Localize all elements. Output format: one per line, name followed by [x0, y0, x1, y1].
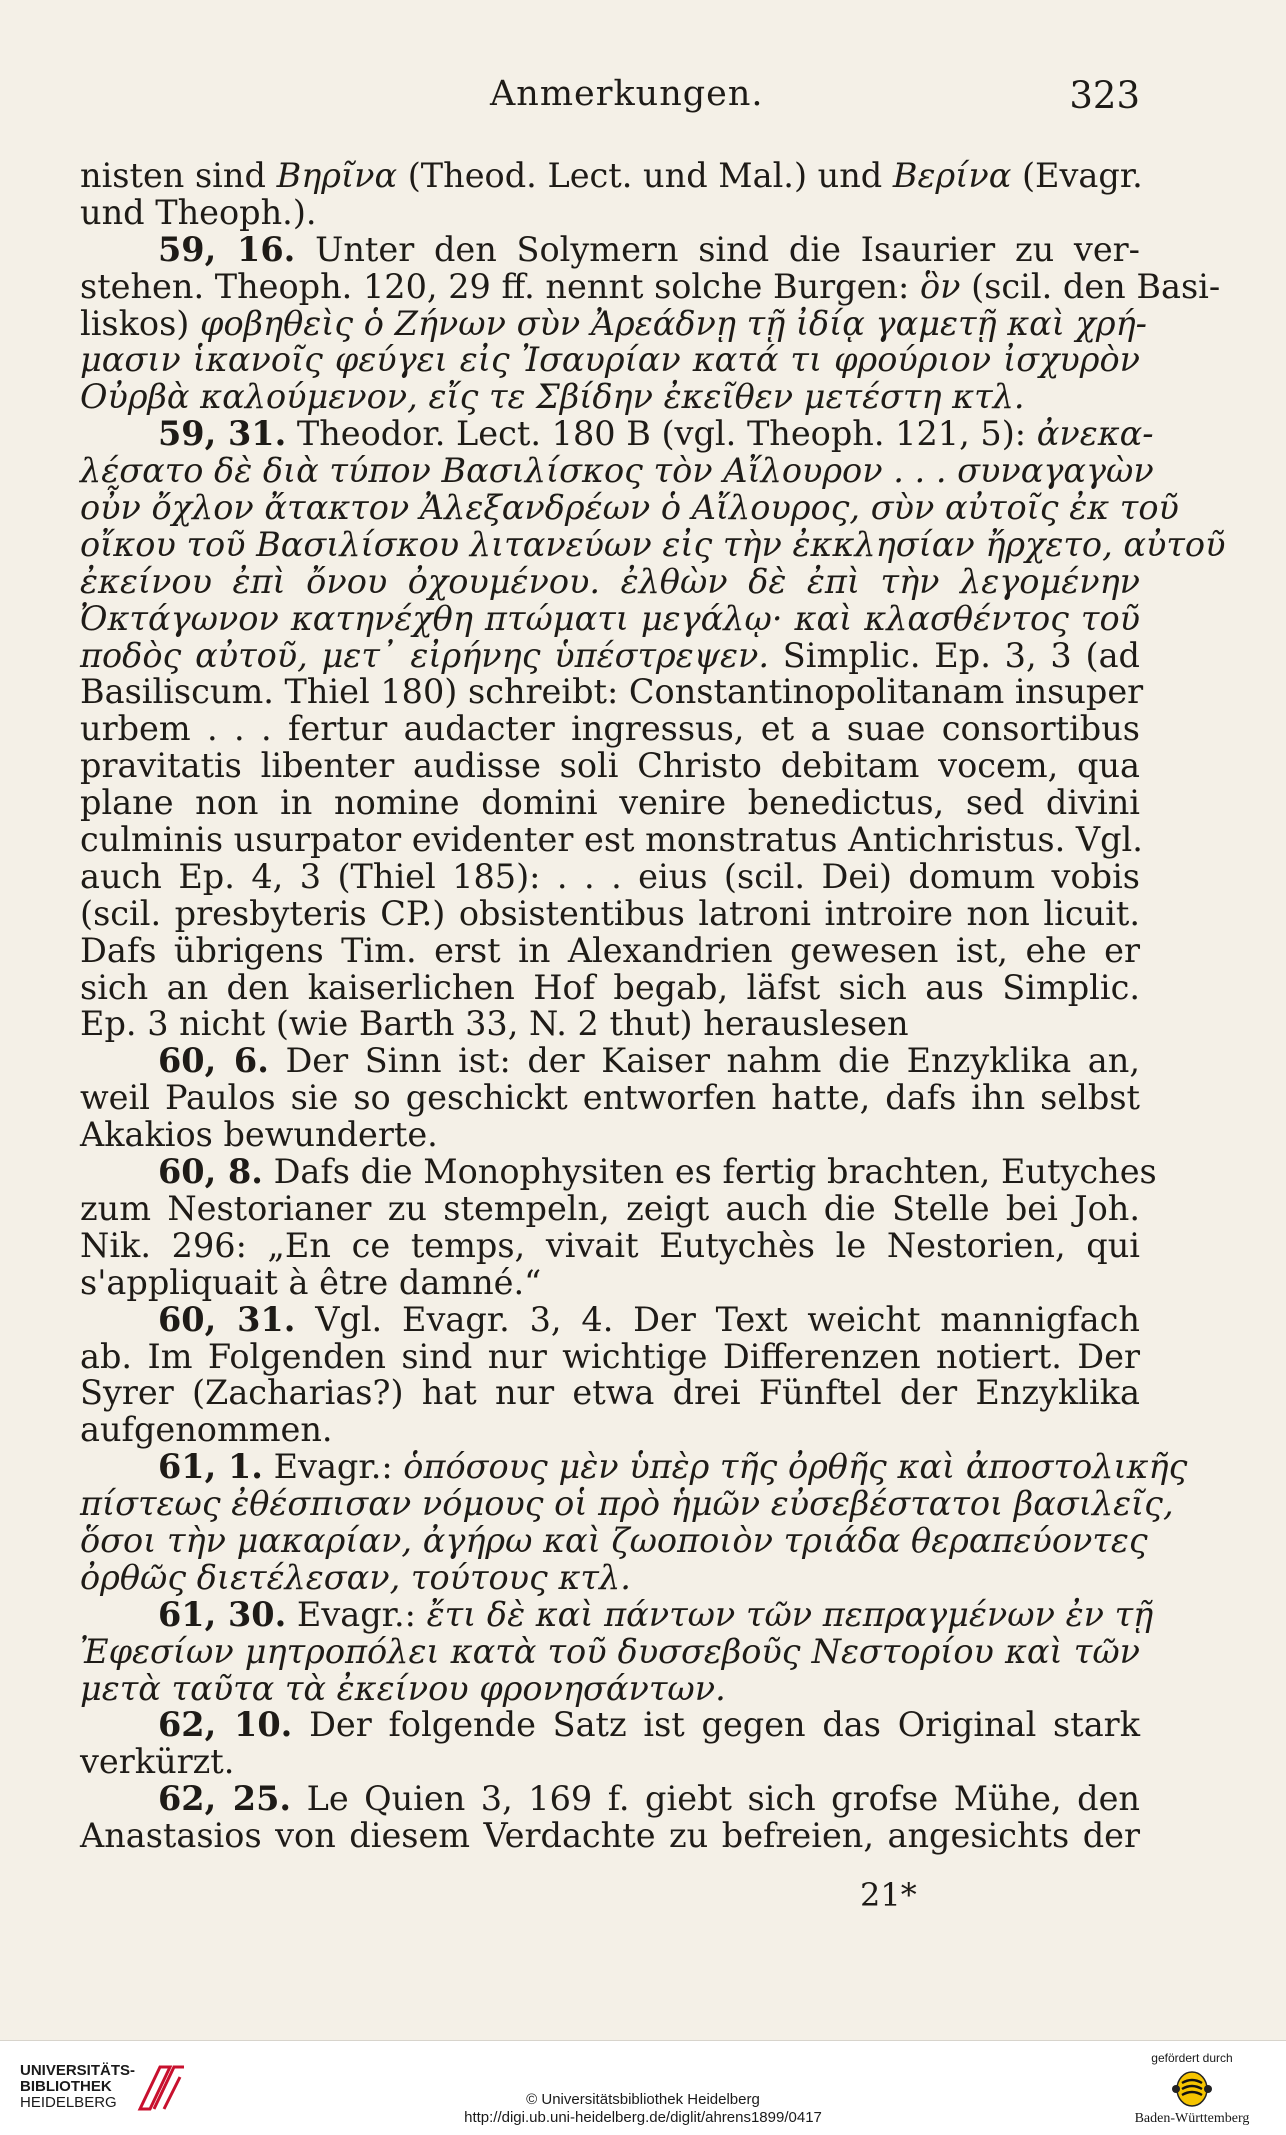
text-segment: zum Nestorianer zu stempeln, zeigt auch die Stelle bei Joh. [80, 1188, 1140, 1228]
text-line [80, 1707, 1140, 1744]
greek-quotation: μετὰ ταῦτα τὰ ἐκείνου φρονησάντων. [80, 1668, 726, 1708]
text-line [80, 1668, 1140, 1708]
text-segment: Akakios bewunderte. [80, 1115, 438, 1155]
library-name-line-3: HEIDELBERG [20, 2094, 117, 2111]
text-line [80, 414, 1154, 454]
note-reference: 60, 31. [158, 1299, 296, 1339]
note-reference: 62, 10. [158, 1705, 293, 1745]
text-line [80, 342, 1140, 379]
greek-quotation: ὁπόσους μὲν ὑπὲρ τῆς ὀρθῆς καὶ ἀποστολικῆς [403, 1447, 1188, 1487]
text-segment: Der Sinn ist: der Kaiser nahm die Enzyklika an, [268, 1041, 1140, 1081]
text-segment: Theodor. Lect. 180 B (vgl. Theoph. 121, 5): [286, 414, 1037, 454]
greek-quotation: οἴκου τοῦ Βασιλίσκου λιτανεύων εἰς τὴν ἐκκλησίαν ἤρχετο, αὐτοῦ [80, 524, 1226, 564]
greek-quotation: ἐκείνου ἐπὶ ὄνου ὀχουμένου. ἐλθὼν δὲ ἐπὶ τὴν λεγομένην [80, 561, 1140, 601]
text-segment: culminis usurpator evidenter est monstratus Antichristus. Vgl. [80, 820, 1143, 860]
text-line [80, 1781, 1140, 1818]
printer-signature [80, 1876, 1140, 1916]
note-reference: 61, 30. [158, 1594, 287, 1634]
text-line [80, 451, 1154, 491]
text-line [80, 303, 1147, 343]
text-line [80, 1225, 1140, 1265]
signature-mark: 21* [860, 1876, 917, 1914]
library-name-line-2: BIBLIOTHEK [20, 2078, 112, 2095]
text-segment: verkürzt. [80, 1742, 235, 1782]
text-line [80, 379, 1140, 416]
text-segment: Unter den Solymern sind die Isaurier zu ver- [295, 229, 1141, 269]
text-segment: ab. Im Folgenden sind nur wichtige Differenzen notiert. Der [80, 1336, 1140, 1376]
greek-quotation: πίστεως ἐθέσπισαν νόμους οἱ πρὸ ἡμῶν εὐσεβέστατοι βασιλεῖς, [80, 1484, 1174, 1524]
greek-quotation: λέσατο δὲ διὰ τύπον Βασιλίσκος τὸν Αἴλουρον . . . συναγαγὼν [80, 451, 1154, 491]
greek-quotation: ὃν [919, 266, 961, 306]
note-reference: 60, 6. [158, 1041, 269, 1081]
running-title: Anmerkungen. [490, 74, 764, 114]
text-segment: und Theoph.). [80, 192, 317, 232]
funding-block [1122, 2051, 1262, 2127]
text-line [80, 1744, 1140, 1781]
greek-quotation: ἔτι δὲ καὶ πάντων τῶν πεπραγμένων ἐν τῇ [426, 1594, 1154, 1634]
copyright-block [0, 2091, 1286, 2127]
text-line [80, 488, 1179, 528]
greek-quotation: Ἐφεσίων μητροπόλει κατὰ τοῦ δυσσεβοῦς Νεστορίου καὶ τῶν [80, 1631, 1140, 1671]
text-segment: Dafs übrigens Tim. erst in Alexandrien gewesen ist, ehe er [80, 930, 1140, 970]
text-line [80, 1299, 1140, 1339]
text-line [80, 1594, 1154, 1634]
text-line [80, 561, 1140, 601]
copyright-text: © Universitätsbibliothek Heidelberg [526, 2091, 760, 2108]
greek-quotation: μασιν ἱκανοῖς φεύγει εἰς Ἰσαυρίαν κατά τι φρούριον ἰσχυρὸν [80, 340, 1140, 380]
greek-quotation: φοβηθεὶς ὁ Ζήνων σὺν Ἀρεάδνῃ τῇ ἰδίᾳ γαμετῇ καὶ χρή- [200, 303, 1147, 343]
text-line [80, 229, 1141, 269]
text-segment: Anastasios von diesem Verdachte zu befreien, angesichts der [80, 1816, 1140, 1856]
text-line [80, 1043, 1140, 1080]
text-segment: weil Paulos sie so geschickt entworfen hatte, dafs ihn selbst [80, 1078, 1140, 1118]
text-line [80, 1188, 1140, 1228]
text-line [80, 1818, 1140, 1855]
text-line [80, 672, 1144, 712]
text-segment: pravitatis libenter audisse soli Christo debitam vocem, qua [80, 746, 1140, 786]
greek-quotation: ποδὸς αὐτοῦ, μετ᾽ εἰρήνης ὑπέστρεψεν. [80, 635, 769, 675]
text-line [80, 1557, 1140, 1597]
text-line [80, 1117, 1140, 1154]
text-line [80, 1412, 1140, 1449]
text-segment: Basiliscum. Thiel 180) schreibt: Constantinopolitanam insuper [80, 672, 1144, 712]
text-line [80, 1375, 1140, 1412]
text-segment: auch Ep. 4, 3 (Thiel 185): . . . eius (scil. Dei) domum vobis [80, 856, 1140, 896]
footer-bar [0, 2040, 1286, 2135]
text-segment: Vgl. Evagr. 3, 4. Der Text weicht mannigfach [295, 1299, 1140, 1339]
text-line [80, 967, 1140, 1007]
text-segment: stehen. Theoph. 120, 29 ff. nennt solche Burgen: [80, 266, 920, 306]
text-line [80, 893, 1140, 933]
greek-quotation: ἀνεκα- [1036, 414, 1154, 454]
text-segment: (Theod. Lect. und Mal.) und [397, 156, 893, 195]
library-name-line-1: UNIVERSITÄTS- [20, 2062, 136, 2079]
text-line [80, 1447, 1188, 1487]
text-segment: Evagr.: [262, 1447, 404, 1487]
text-line [80, 1262, 1140, 1302]
text-line [80, 1631, 1140, 1671]
text-line [80, 856, 1140, 896]
greek-quotation: οὖν ὄχλον ἄτακτον Ἀλεξανδρέων ὁ Αἴλουρος, σὺν αὐτοῖς ἐκ τοῦ [80, 488, 1179, 528]
funded-by-label: gefördert durch [1151, 2051, 1233, 2065]
note-reference: 59, 16. [158, 229, 296, 269]
text-segment: Nik. 296: „En ce temps, vivait Eutychès le Nestorien, qui [80, 1225, 1140, 1265]
text-segment: urbem . . . fertur audacter ingressus, et a suae consortibus [80, 709, 1140, 749]
text-line [80, 266, 1221, 306]
text-line [80, 524, 1226, 564]
text-line [80, 820, 1143, 860]
note-reference: 62, 25. [158, 1779, 292, 1819]
text-segment: s'appliquait à être damné.“ [80, 1262, 542, 1302]
greek-quotation: ὀρθῶς διετέλεσαν, τούτους κτλ. [80, 1557, 631, 1597]
source-url[interactable]: http://digi.ub.uni-heidelberg.de/diglit/ahrens1899/0417 [464, 2109, 822, 2126]
greek-quotation: Βηρῖνα [276, 156, 398, 195]
text-line [80, 635, 1140, 675]
text-line [80, 1006, 1140, 1043]
text-line [80, 711, 1140, 748]
text-segment: (Evagr. [1011, 156, 1143, 195]
text-segment: (scil. presbyteris CP.) obsistentibus latroni introire non licuit. [80, 893, 1140, 933]
text-segment: nisten sind [80, 156, 277, 195]
greek-quotation: ὅσοι τὴν μακαρίαν, ἀγήρω καὶ ζωοποιὸν τριάδα θεραπεύοντες [80, 1520, 1148, 1560]
text-segment: sich an den kaiserlichen Hof begab, läfst sich aus Simplic. [80, 967, 1140, 1007]
text-line [80, 748, 1140, 785]
text-segment: Ep. 3 nicht (wie Barth 33, N. 2 thut) herauslesen [80, 1004, 909, 1044]
funder-name: Baden-Württemberg [1134, 2111, 1250, 2126]
text-line [80, 930, 1140, 970]
text-segment: Der folgende Satz ist gegen das Original stark [292, 1705, 1140, 1745]
note-reference: 61, 1. [158, 1447, 263, 1487]
text-line [80, 1520, 1148, 1560]
text-segment: plane non in nomine domini venire benedictus, sed divini [80, 783, 1140, 823]
greek-quotation: Οὐρβὰ καλούμενον, εἴς τε Σβίδην ἐκεῖθεν μετέστη κτλ. [80, 377, 1025, 417]
greek-quotation: Ὀκτάγωνον κατηνέχθη πτώματι μεγάλῳ· καὶ κλασθέντος τοῦ [80, 598, 1140, 638]
text-line [80, 156, 1143, 195]
text-line [80, 1080, 1140, 1117]
text-segment: Simplic. Ep. 3, 3 (ad [768, 635, 1140, 675]
text-segment: Evagr.: [286, 1594, 427, 1634]
running-head [80, 74, 1140, 124]
text-line [80, 192, 1140, 232]
page-number: 323 [1069, 74, 1140, 117]
coat-of-arms-icon [1170, 2069, 1214, 2109]
text-line [80, 1336, 1140, 1376]
text-segment: Syrer (Zacharias?) hat nur etwa drei Fünftel der Enzyklika [80, 1373, 1140, 1413]
body-text [80, 156, 1226, 1856]
note-reference: 59, 31. [158, 414, 287, 454]
text-line [80, 785, 1140, 822]
text-segment: Le Quien 3, 169 f. giebt sich grofse Mühe, den [291, 1779, 1140, 1819]
text-segment: Dafs die Monophysiten es fertig brachten, Eutyches [262, 1152, 1157, 1192]
text-line [80, 598, 1140, 638]
text-line [80, 1152, 1157, 1192]
greek-quotation: Βερίνα [892, 156, 1012, 195]
text-line [80, 1484, 1174, 1524]
note-reference: 60, 8. [158, 1152, 263, 1192]
text-segment: (scil. den Basi- [960, 266, 1221, 306]
text-segment: aufgenommen. [80, 1410, 333, 1450]
text-segment: liskos) [80, 303, 200, 343]
